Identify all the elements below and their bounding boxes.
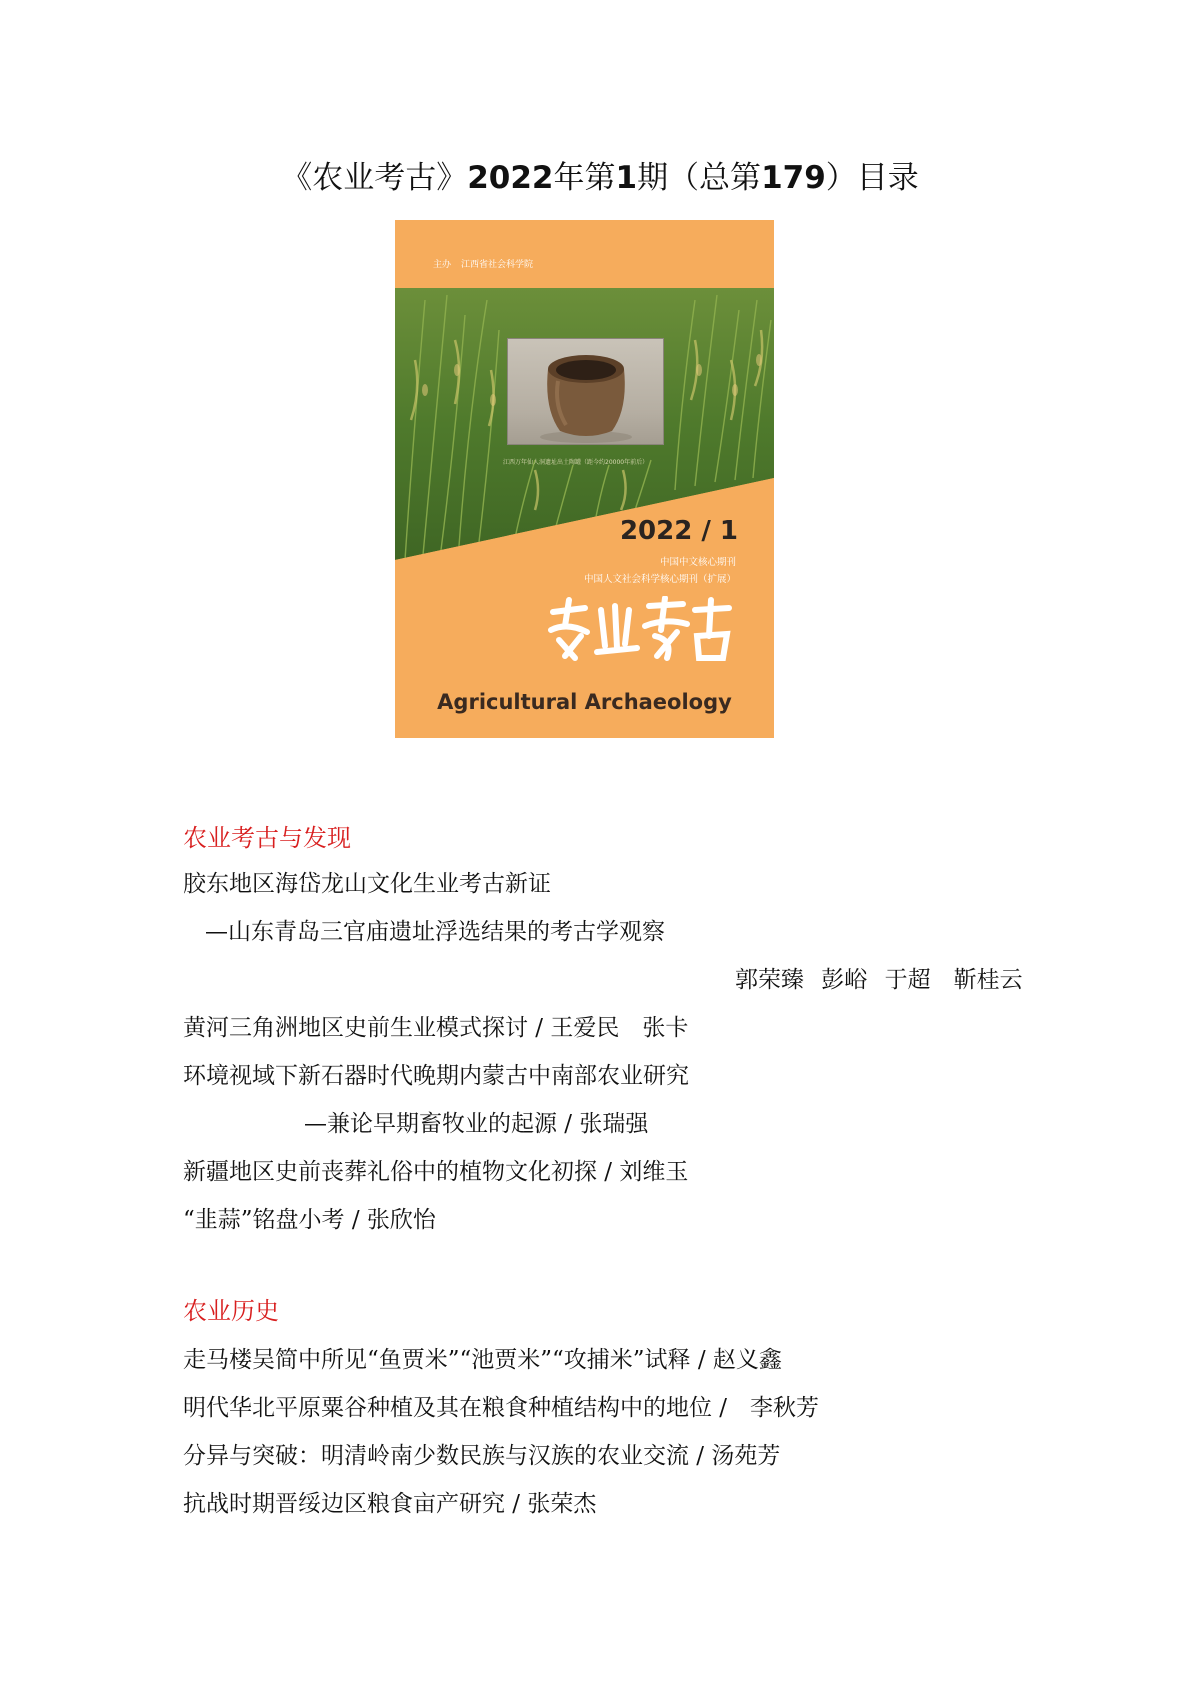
toc-entry: 胶东地区海岱龙山文化生业考古新证: [183, 871, 551, 897]
cover-index-cssci: 中国人文社会科学核心期刊（扩展）: [583, 574, 736, 585]
journal-calligraphy-logo: [545, 596, 733, 662]
cover-sponsor-label: 主办: [433, 260, 452, 270]
cover-issue-number: 2022 / 1: [619, 516, 738, 546]
cover-english-title: Agricultural Archaeology: [437, 690, 732, 714]
title-year: 2022: [467, 160, 554, 196]
section-title-discovery: 农业考古与发现: [183, 824, 351, 852]
cover-sponsor-name: 江西省社会科学院: [461, 260, 534, 270]
toc-entry: 新疆地区史前丧葬礼俗中的植物文化初探 / 刘维玉: [183, 1159, 689, 1185]
page-title: [0, 152, 1200, 197]
title-issue-suffix: 期（总第: [637, 160, 762, 196]
pottery-jar-icon: [508, 339, 663, 444]
toc-entry: 明代华北平原粟谷种植及其在粮食种植结构中的地位 / 李秋芳: [183, 1395, 820, 1421]
toc-entry-subtitle: —山东青岛三官庙遗址浮选结果的考古学观察: [205, 919, 665, 945]
toc-entry-subtitle: —兼论早期畜牧业的起源 / 张瑞强: [304, 1111, 649, 1137]
toc-entry-authors: 郭荣臻 彭峪 于超 靳桂云: [735, 967, 1023, 993]
title-journal: 《农业考古》: [281, 160, 468, 196]
toc-entry: 走马楼吴简中所见“鱼贾米”“池贾米”“攻捕米”试释 / 赵义鑫: [183, 1347, 782, 1373]
toc-entry: 抗战时期晋绥边区粮食亩产研究 / 张荣杰: [183, 1491, 597, 1517]
title-issue: 1: [615, 160, 638, 196]
cover-photo-caption: 江西万年仙人洞遗址出土陶罐（距今约20000年前后）: [503, 459, 649, 466]
toc-entry: 分异与突破：明清岭南少数民族与汉族的农业交流 / 汤苑芳: [183, 1443, 781, 1469]
toc-entry: “韭蒜”铭盘小考 / 张欣怡: [183, 1207, 436, 1233]
title-total: 179: [761, 160, 826, 196]
title-year-suffix: 年第: [553, 160, 616, 196]
section-title-history: 农业历史: [183, 1297, 279, 1325]
title-total-suffix: ）目录: [825, 160, 919, 196]
toc-entry: 黄河三角洲地区史前生业模式探讨 / 王爱民 张卡: [183, 1015, 689, 1041]
pottery-jar-photo: [507, 338, 664, 445]
journal-cover: [395, 220, 774, 738]
cover-index-core: 中国中文核心期刊: [659, 557, 736, 568]
toc-entry: 环境视域下新石器时代晚期内蒙古中南部农业研究: [183, 1063, 689, 1089]
cover-sponsor: [433, 257, 543, 270]
